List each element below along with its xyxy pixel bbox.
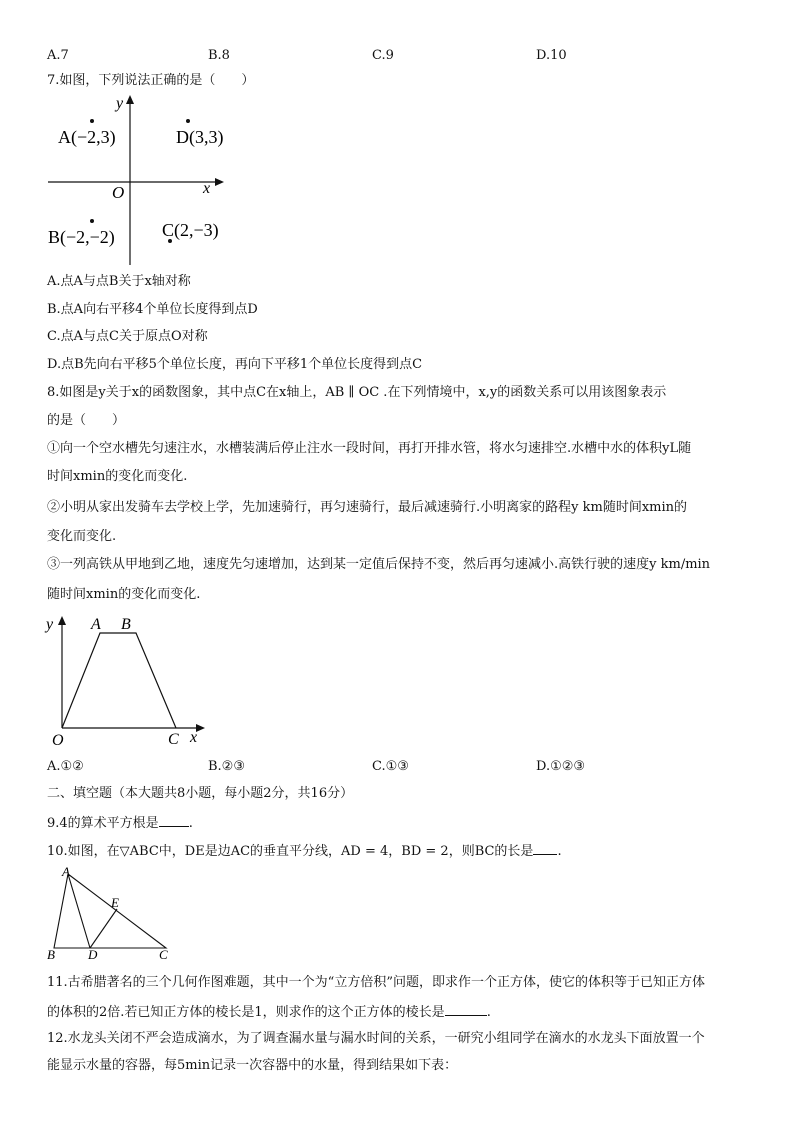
q7-point-c-label: C(2,−3)	[162, 220, 219, 240]
q12-line-1: 12.水龙头关闭不严会造成滴水，为了调查漏水量与漏水时间的关系，一研究小组同学在滴水的水龙头下面放置一个	[47, 1031, 705, 1046]
q9-line: 9.4的算术平方根是 .	[47, 816, 193, 831]
q7-origin-label: O	[112, 183, 125, 202]
q11-line-2: 的体积的2倍.若已知正方体的棱长是1，则求作的这个正方体的棱长是 .	[47, 1005, 491, 1020]
q6-option-d: D.10	[536, 48, 567, 63]
q8-option-c: C.①③	[372, 759, 409, 774]
q8-y-axis-label: y	[46, 616, 54, 633]
q8-x-axis-label: x	[190, 729, 198, 746]
q7-stem: 7.如图，下列说法正确的是（ ）	[47, 73, 255, 88]
q10-answer-blank[interactable]	[533, 842, 557, 855]
q11-line-1: 11.古希腊著名的三个几何作图难题，其中一个为“立方倍积”问题，即求作一个正方体，使它的体积等于已知正方体	[47, 975, 705, 990]
q7-point-d-label: D(3,3)	[176, 127, 224, 147]
q8-point-a-label: A	[91, 616, 101, 633]
q10-line: 10.如图，在▽ABC中，DE是边AC的垂直平分线，AD = 4，BD = 2，则BC的长是 .	[47, 844, 562, 859]
q7-option-c: C.点A与点C关于原点O对称	[47, 329, 208, 344]
q7-point-a-label: A(−2,3)	[58, 127, 116, 147]
q7-point-a	[90, 119, 94, 123]
q8-function-graph	[40, 612, 220, 752]
q8-option-b: B.②③	[208, 759, 245, 774]
q10-segment-de	[90, 909, 117, 948]
q11-text: 的体积的2倍.若已知正方体的棱长是1，则求作的这个正方体的棱长是	[47, 1005, 445, 1020]
q7-option-a: A.点A与点B关于x轴对称	[47, 274, 191, 289]
q7-point-d	[186, 119, 190, 123]
q8-item-3-line-2: 随时间xmin的变化而变化.	[47, 587, 201, 602]
q10-label-c: C	[159, 947, 168, 962]
q8-item-3-line-1: ③一列高铁从甲地到乙地，速度先匀速增加，达到某一定值后保持不变，然后再匀速减小.高铁行驶的速度y km/min	[47, 557, 711, 572]
q8-origin-label: O	[52, 732, 64, 749]
q10-segment-ad	[68, 874, 90, 948]
q7-x-axis-label: x	[203, 180, 211, 197]
q7-point-b	[90, 219, 94, 223]
q8-stem-line-2: 的是（ ）	[47, 413, 126, 428]
section-2-heading: 二、填空题（本大题共8小题，每小题2分，共16分）	[47, 786, 354, 801]
q8-item-2-line-1: ②小明从家出发骑车去学校上学，先加速骑行，再匀速骑行，最后减速骑行.小明离家的路程y km随时间xmin的	[47, 500, 688, 515]
q10-label-a: A	[62, 864, 70, 879]
q8-trapezoid-path	[62, 633, 176, 728]
q6-option-b: B.8	[208, 48, 230, 63]
q8-item-1-line-1: ①向一个空水槽先匀速注水，水槽装满后停止注水一段时间，再打开排水管，将水匀速排空.水槽中水的体积yL随	[47, 441, 692, 456]
q6-option-a: A.7	[47, 48, 69, 63]
q7-option-d: D.点B先向右平移5个单位长度，再向下平移1个单位长度得到点C	[47, 357, 423, 372]
q6-option-c: C.9	[372, 48, 394, 63]
q9-answer-blank[interactable]	[159, 814, 189, 827]
q10-text: 10.如图，在▽ABC中，DE是边AC的垂直平分线，AD = 4，BD = 2，则BC的长是	[47, 844, 534, 859]
q8-option-a: A.①②	[47, 759, 84, 774]
q7-option-b: B.点A向右平移4个单位长度得到点D	[47, 302, 258, 317]
q7-point-b-label: B(−2,−2)	[48, 227, 115, 247]
q10-label-b: B	[47, 947, 55, 962]
q10-label-d: D	[88, 947, 98, 962]
q10-triangle-figure	[44, 862, 184, 962]
q12-line-2: 能显示水量的容器，每5min记录一次容器中的水量，得到结果如下表：	[47, 1058, 458, 1073]
q10-label-e: E	[111, 895, 119, 910]
q8-option-d: D.①②③	[536, 759, 586, 774]
q8-item-2-line-2: 变化而变化.	[47, 529, 117, 544]
q8-point-c-label: C	[168, 731, 179, 748]
q9-text: 9.4的算术平方根是	[47, 816, 159, 831]
q7-y-axis-label: y	[116, 95, 124, 112]
q7-coordinate-figure	[40, 90, 260, 270]
q11-answer-blank[interactable]	[445, 1003, 487, 1016]
q8-stem-line-1: 8.如图是y关于x的函数图象，其中点C在x轴上，AB ∥ OC .在下列情境中，x,y的函数关系可以用该图象表示	[47, 385, 667, 400]
q8-item-1-line-2: 时间xmin的变化而变化.	[47, 469, 188, 484]
q8-point-b-label: B	[121, 616, 131, 633]
